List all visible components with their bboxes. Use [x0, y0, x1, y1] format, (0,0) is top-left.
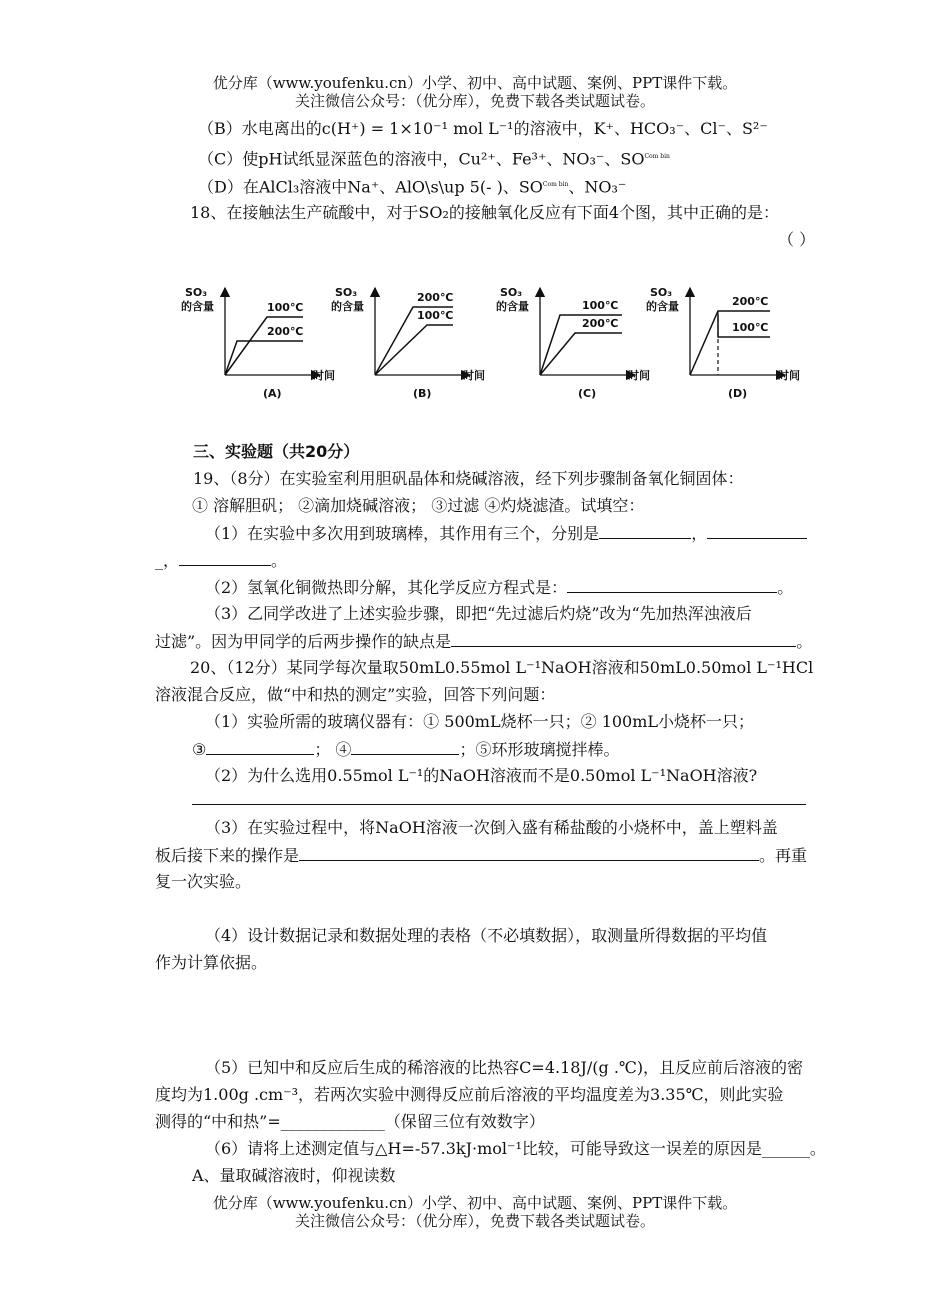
q20-part-3-line-2 — [155, 844, 807, 867]
y-axis-label: 的含量 — [181, 300, 214, 313]
answer-blank[interactable]: _____________ — [280, 1112, 385, 1131]
answer-blank[interactable] — [599, 522, 691, 539]
q19-part-2-text: （2）氢氧化铜微热即分解，其化学反应方程式是： — [205, 578, 568, 597]
q20-part-1: （1）实验所需的玻璃仪器有：① 500mL烧杯一只；② 100mL小烧杯一只； — [205, 712, 755, 731]
q17-option-b: （B）水电离出的c(H⁺) = 1×10⁻¹ mol L⁻¹的溶液中，K⁺、HCO₃⁻、Cl⁻、S²⁻ — [198, 119, 768, 138]
x-axis-label: 时间 — [778, 369, 800, 382]
curve-lower — [375, 325, 453, 375]
period: 。 — [777, 578, 794, 597]
q20-part-5-text: 测得的“中和热”= — [155, 1112, 281, 1131]
x-axis-label: 时间 — [313, 369, 335, 382]
q20-option-a: A、量取碱溶液时，仰视读数 — [192, 1166, 396, 1185]
x-axis-label: 时间 — [628, 369, 650, 382]
q17-option-d-text: （D）在AlCl₃溶液中Na⁺、AlO\s\up 5(- )、SO — [198, 177, 543, 197]
curve-label-lower: 200℃ — [267, 325, 304, 338]
tiny-mark: Com bin — [644, 153, 670, 160]
q20-stem-line-1: 20、（12分）某同学每次量取50mL0.55mol L⁻¹NaOH溶液和50mL0.50mol L⁻¹HCl — [190, 658, 814, 677]
y-axis-label: 的含量 — [496, 300, 529, 313]
q17-option-d-tail: 、NO₃⁻ — [568, 177, 627, 197]
q19-part-3-line-1: （3）乙同学改进了上述实验步骤，即把“先过滤后灼烧”改为“先加热浑浊液后 — [205, 604, 752, 623]
q20-part-4-line-2: 作为计算依据。 — [155, 953, 268, 972]
answer-blank[interactable] — [179, 549, 271, 566]
section-3-title: 三、实验题（共20分） — [193, 442, 360, 461]
y-axis-label: 的含量 — [646, 300, 679, 313]
y-axis-label: SO₃ — [185, 286, 208, 299]
q20-part-3-text: 板后接下来的操作是 — [155, 846, 300, 865]
q20-part-5-line-3 — [155, 1111, 545, 1133]
separator: ； ④ — [314, 740, 352, 759]
q20-part-5-note: （保留三位有效数字） — [384, 1112, 545, 1131]
item-5: ；⑤环形玻璃搅拌棒。 — [459, 740, 620, 759]
x-axis-label: 时间 — [463, 369, 485, 382]
graph-caption: (B) — [413, 387, 432, 400]
q18-answer-paren: （ ） — [778, 230, 816, 249]
answer-blank[interactable] — [567, 576, 777, 593]
answer-blank[interactable] — [351, 738, 459, 755]
footer-line-1: 优分库（www.youfenku.cn）小学、初中、高中试题、案例、PPT课件下载。 — [212, 1194, 738, 1212]
header-line-1: 优分库（www.youfenku.cn）小学、初中、高中试题、案例、PPT课件下载。 — [212, 74, 738, 92]
period: 。 — [796, 632, 813, 651]
graph-caption: (A) — [263, 387, 282, 400]
graph-caption: (D) — [728, 387, 748, 400]
period: 。 — [271, 551, 288, 570]
q19-part-1-text: （1）在实验中多次用到玻璃棒，其作用有三个，分别是 — [205, 524, 600, 543]
q20-part-5-line-2: 度均为1.00g .cm⁻³，若两次实验中测得反应前后溶液的平均温度差为3.35℃，则此实验 — [155, 1085, 784, 1104]
q19-part-1-cont — [155, 549, 287, 572]
q19-part-2 — [205, 576, 793, 599]
graph-caption: (C) — [578, 387, 597, 400]
answer-blank[interactable] — [451, 630, 796, 647]
curve-label-upper: 100℃ — [582, 299, 619, 312]
circled-3: ③ — [192, 740, 207, 759]
q17-option-d — [198, 174, 626, 198]
continuation: 。再重 — [759, 846, 808, 865]
q20-part-4-line-1: （4）设计数据记录和数据处理的表格（不必填数据），取测量所得数据的平均值 — [205, 926, 768, 945]
curve-label-lower: 200℃ — [582, 317, 619, 330]
q19-part-3-line-2 — [155, 630, 812, 653]
q19-part-3-text: 过滤”。因为甲同学的后两步操作的缺点是 — [155, 632, 452, 651]
q20-part-1-cont — [192, 738, 619, 761]
q20-part-2-answer-line[interactable] — [192, 804, 806, 805]
q17-option-c-text: （C）使pH试纸显深蓝色的溶液中，Cu²⁺、Fe³⁺、NO₃⁻、SO — [198, 149, 645, 169]
q19-steps: ① 溶解胆矾； ②滴加烧碱溶液； ③过滤 ④灼烧滤渣。试填空： — [192, 496, 645, 515]
answer-blank[interactable] — [206, 738, 314, 755]
q20-part-6: （6）请将上述测定值与△H=-57.3kJ·mol⁻¹比较，可能导致这一误差的原因是______。 — [205, 1139, 826, 1158]
q20-stem-line-2: 溶液混合反应，做“中和热的测定”实验，回答下列问题： — [155, 685, 556, 704]
tiny-mark: Com bin — [542, 181, 569, 188]
y-axis-label: SO₃ — [335, 286, 358, 299]
y-axis-label: 的含量 — [331, 300, 364, 313]
footer-line-2: 关注微信公众号：（优分库），免费下载各类试题试卷。 — [294, 1212, 655, 1230]
header-line-2: 关注微信公众号：（优分库），免费下载各类试题试卷。 — [294, 92, 655, 110]
curve-label-upper: 200℃ — [417, 291, 454, 304]
q18-graphs — [0, 280, 950, 420]
answer-blank[interactable] — [707, 522, 807, 539]
curve-label-lower: 100℃ — [417, 309, 454, 322]
q20-part-5-line-1: （5）已知中和反应后生成的稀溶液的比热容C=4.18J/(g .℃)，且反应前后溶液的密 — [205, 1058, 804, 1077]
q17-option-c — [198, 146, 670, 170]
answer-blank[interactable] — [299, 844, 759, 861]
curve-label-lower: 100℃ — [732, 321, 769, 334]
curve-label-upper: 200℃ — [732, 295, 769, 308]
q20-part-3-line-3: 复一次实验。 — [155, 872, 252, 891]
separator: _， — [155, 551, 180, 570]
q19-part-1 — [205, 522, 807, 545]
q20-part-3-line-1: （3）在实验过程中，将NaOH溶液一次倒入盛有稀盐酸的小烧杯中，盖上塑料盖 — [205, 818, 778, 837]
q19-stem: 19、（8分）在实验室利用胆矾晶体和烧碱溶液，经下列步骤制备氧化铜固体： — [193, 469, 744, 488]
q20-part-2: （2）为什么选用0.55mol L⁻¹的NaOH溶液而不是0.50mol L⁻¹NaOH溶液? — [205, 766, 758, 785]
y-axis-label: SO₃ — [650, 286, 673, 299]
y-axis-label: SO₃ — [500, 286, 523, 299]
curve-label-upper: 100℃ — [267, 301, 304, 314]
q18-stem: 18、在接触法生产硫酸中，对于SO₂的接触氧化反应有下面4个图，其中正确的是： — [190, 203, 780, 222]
separator: ， — [691, 524, 708, 543]
